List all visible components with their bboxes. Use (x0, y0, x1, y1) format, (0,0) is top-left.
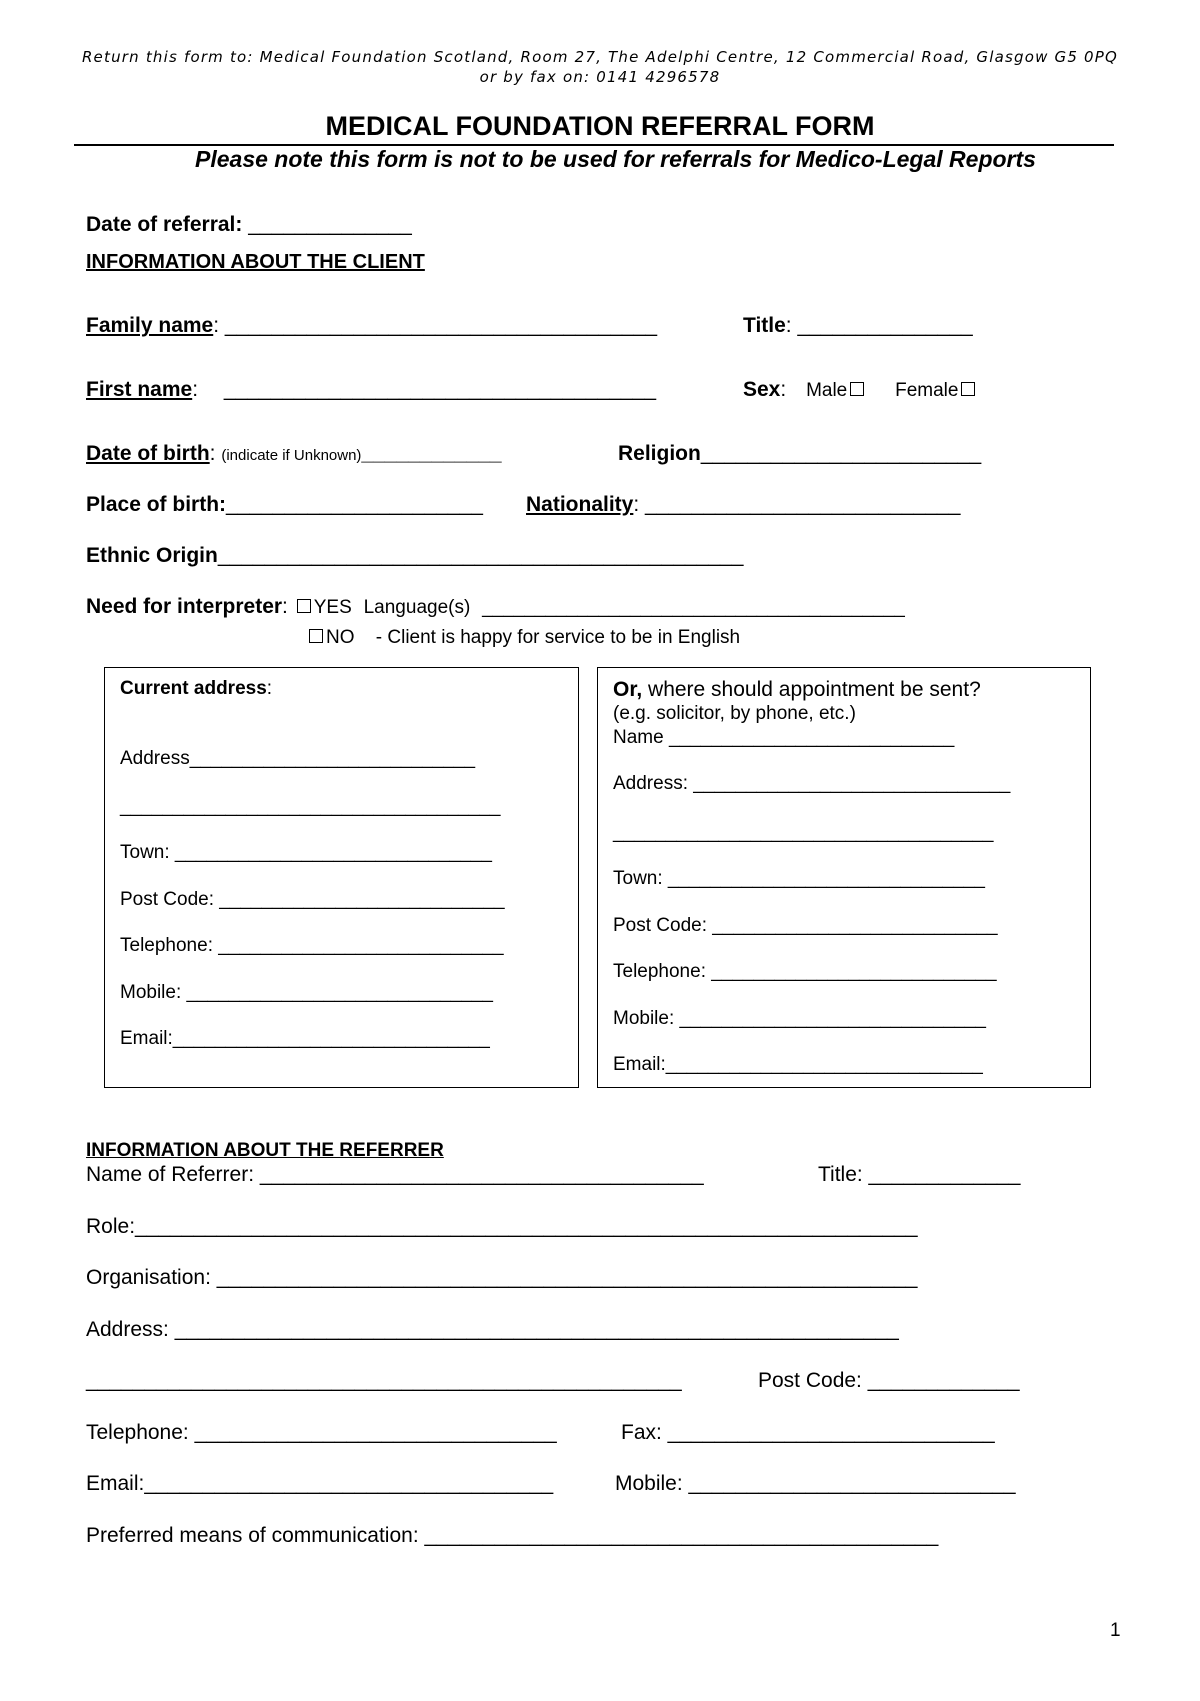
date-of-birth-row (86, 442, 502, 466)
current-address-field[interactable]: Address___________________________ (120, 748, 476, 769)
languages-label: Language(s) (363, 597, 471, 618)
referrer-role-field[interactable]: Role:___________________________________________________________________ (86, 1215, 918, 1238)
current-address-box (104, 667, 579, 1088)
nationality-colon: : (633, 493, 640, 516)
referrer-section-heading: INFORMATION ABOUT THE REFERRER (86, 1140, 444, 1161)
first-name-row (86, 378, 656, 402)
appointment-example: (e.g. solicitor, by phone, etc.) (613, 703, 856, 724)
date-of-referral-row (86, 213, 412, 237)
current-post-code-field[interactable]: Post Code: ___________________________ (120, 889, 505, 910)
fax-line: or by fax on: 0141 4296578 (479, 68, 721, 86)
first-name-colon: : (192, 378, 199, 401)
sex-colon: : (780, 378, 787, 401)
form-title: MEDICAL FOUNDATION REFERRAL FORM (325, 111, 875, 141)
current-mobile-field[interactable]: Mobile: _____________________________ (120, 982, 493, 1003)
date-of-referral-label: Date of referral: (86, 213, 243, 236)
male-label: Male (806, 380, 848, 401)
referrer-telephone-field[interactable]: Telephone: _______________________________ (86, 1421, 557, 1444)
female-label: Female (895, 380, 959, 401)
religion-field[interactable]: ________________________ (700, 442, 982, 465)
religion-row (618, 442, 981, 466)
nationality-label: Nationality (526, 493, 634, 516)
current-address-heading-row (120, 678, 272, 700)
date-of-birth-colon: : (209, 442, 216, 465)
appointment-name-field[interactable]: Name ___________________________ (613, 727, 955, 748)
interpreter-row (86, 595, 905, 619)
referrer-post-code-field[interactable]: Post Code: _____________ (758, 1369, 1020, 1392)
referrer-email-field[interactable]: Email:___________________________________ (86, 1472, 554, 1495)
return-address-line: Return this form to: Medical Foundation Scotland, Room 27, The Adelphi Centre, 12 Commercial Road, Glasgow G5 0PQ (81, 48, 1119, 66)
referrer-fax-field[interactable]: Fax: ____________________________ (621, 1421, 995, 1444)
client-title-label: Title (743, 314, 786, 337)
current-email-field[interactable]: Email:______________________________ (120, 1028, 490, 1049)
client-title-field[interactable]: _______________ (797, 314, 973, 337)
client-title-colon: : (785, 314, 792, 337)
first-name-field[interactable]: _____________________________________ (223, 378, 657, 401)
interpreter-no-row (306, 627, 740, 649)
appointment-town-field[interactable]: Town: ______________________________ (613, 868, 985, 889)
interpreter-yes-checkbox[interactable] (297, 599, 311, 613)
date-of-referral-field[interactable]: ______________ (248, 213, 412, 236)
place-of-birth-field[interactable]: ______________________ (226, 493, 483, 516)
ethnic-origin-row (86, 544, 743, 568)
religion-label: Religion (618, 442, 701, 465)
sex-label: Sex (743, 378, 781, 401)
referrer-title-field[interactable]: Title: _____________ (818, 1163, 1021, 1186)
date-of-birth-field[interactable]: ____________ (361, 442, 502, 465)
family-name-field[interactable]: _____________________________________ (224, 314, 658, 337)
current-telephone-field[interactable]: Telephone: ___________________________ (120, 935, 504, 956)
ethnic-origin-label: Ethnic Origin (86, 544, 218, 567)
referrer-address-field[interactable]: Address: ______________________________________________________________ (86, 1318, 899, 1341)
client-title-row (743, 314, 973, 338)
family-name-row (86, 314, 657, 338)
form-subtitle: Please note this form is not to be used for referrals for Medico-Legal Reports (195, 146, 1036, 172)
interpreter-no-checkbox[interactable] (309, 629, 323, 643)
appointment-mobile-field[interactable]: Mobile: _____________________________ (613, 1008, 986, 1029)
appointment-heading-or: Or, (613, 678, 643, 701)
interpreter-colon: : (282, 595, 288, 618)
place-of-birth-row (86, 493, 483, 517)
referrer-mobile-field[interactable]: Mobile: ____________________________ (615, 1472, 1016, 1495)
sex-row (743, 378, 978, 402)
appointment-telephone-field[interactable]: Telephone: ___________________________ (613, 961, 997, 982)
referrer-organisation-field[interactable]: Organisation: ____________________________________________________________ (86, 1266, 918, 1289)
interpreter-yes-label: YES (313, 597, 352, 618)
appointment-post-code-field[interactable]: Post Code: ___________________________ (613, 915, 998, 936)
appointment-address-field[interactable]: Address: ______________________________ (613, 773, 1011, 794)
current-address-line2-field[interactable]: ____________________________________ (120, 796, 501, 817)
page-number: 1 (1110, 1620, 1121, 1641)
date-of-birth-label: Date of birth (86, 442, 210, 465)
family-name-colon: : (213, 314, 220, 337)
interpreter-label: Need for interpreter (86, 595, 283, 618)
interpreter-no-label: NO (326, 627, 355, 648)
current-address-colon: : (266, 678, 273, 699)
family-name-label: Family name (86, 314, 214, 337)
referrer-address-line2-field[interactable]: ___________________________________________________ (86, 1369, 682, 1392)
ethnic-origin-field[interactable]: _____________________________________________ (217, 544, 744, 567)
date-of-birth-note: (indicate if Unknown) (221, 447, 362, 464)
nationality-field[interactable]: ___________________________ (645, 493, 961, 516)
appointment-email-field[interactable]: Email:______________________________ (613, 1054, 983, 1075)
client-section-heading: INFORMATION ABOUT THE CLIENT (86, 251, 425, 273)
first-name-label: First name (86, 378, 193, 401)
current-town-field[interactable]: Town: ______________________________ (120, 842, 492, 863)
nationality-row (526, 493, 960, 517)
languages-field[interactable]: ________________________________________ (482, 597, 905, 618)
female-checkbox[interactable] (961, 382, 975, 396)
referrer-name-field[interactable]: Name of Referrer: ______________________________________ (86, 1163, 704, 1186)
male-checkbox[interactable] (850, 382, 864, 396)
appointment-heading-text: where should appointment be sent? (642, 678, 981, 701)
preferred-communication-field[interactable]: Preferred means of communication: ____________________________________________ (86, 1524, 939, 1547)
current-address-heading: Current address (120, 678, 267, 699)
interpreter-no-note: - Client is happy for service to be in English (375, 627, 741, 648)
place-of-birth-label: Place of birth: (86, 493, 227, 516)
appointment-heading-row (613, 678, 981, 702)
appointment-address-line2-field[interactable]: ____________________________________ (613, 822, 994, 843)
